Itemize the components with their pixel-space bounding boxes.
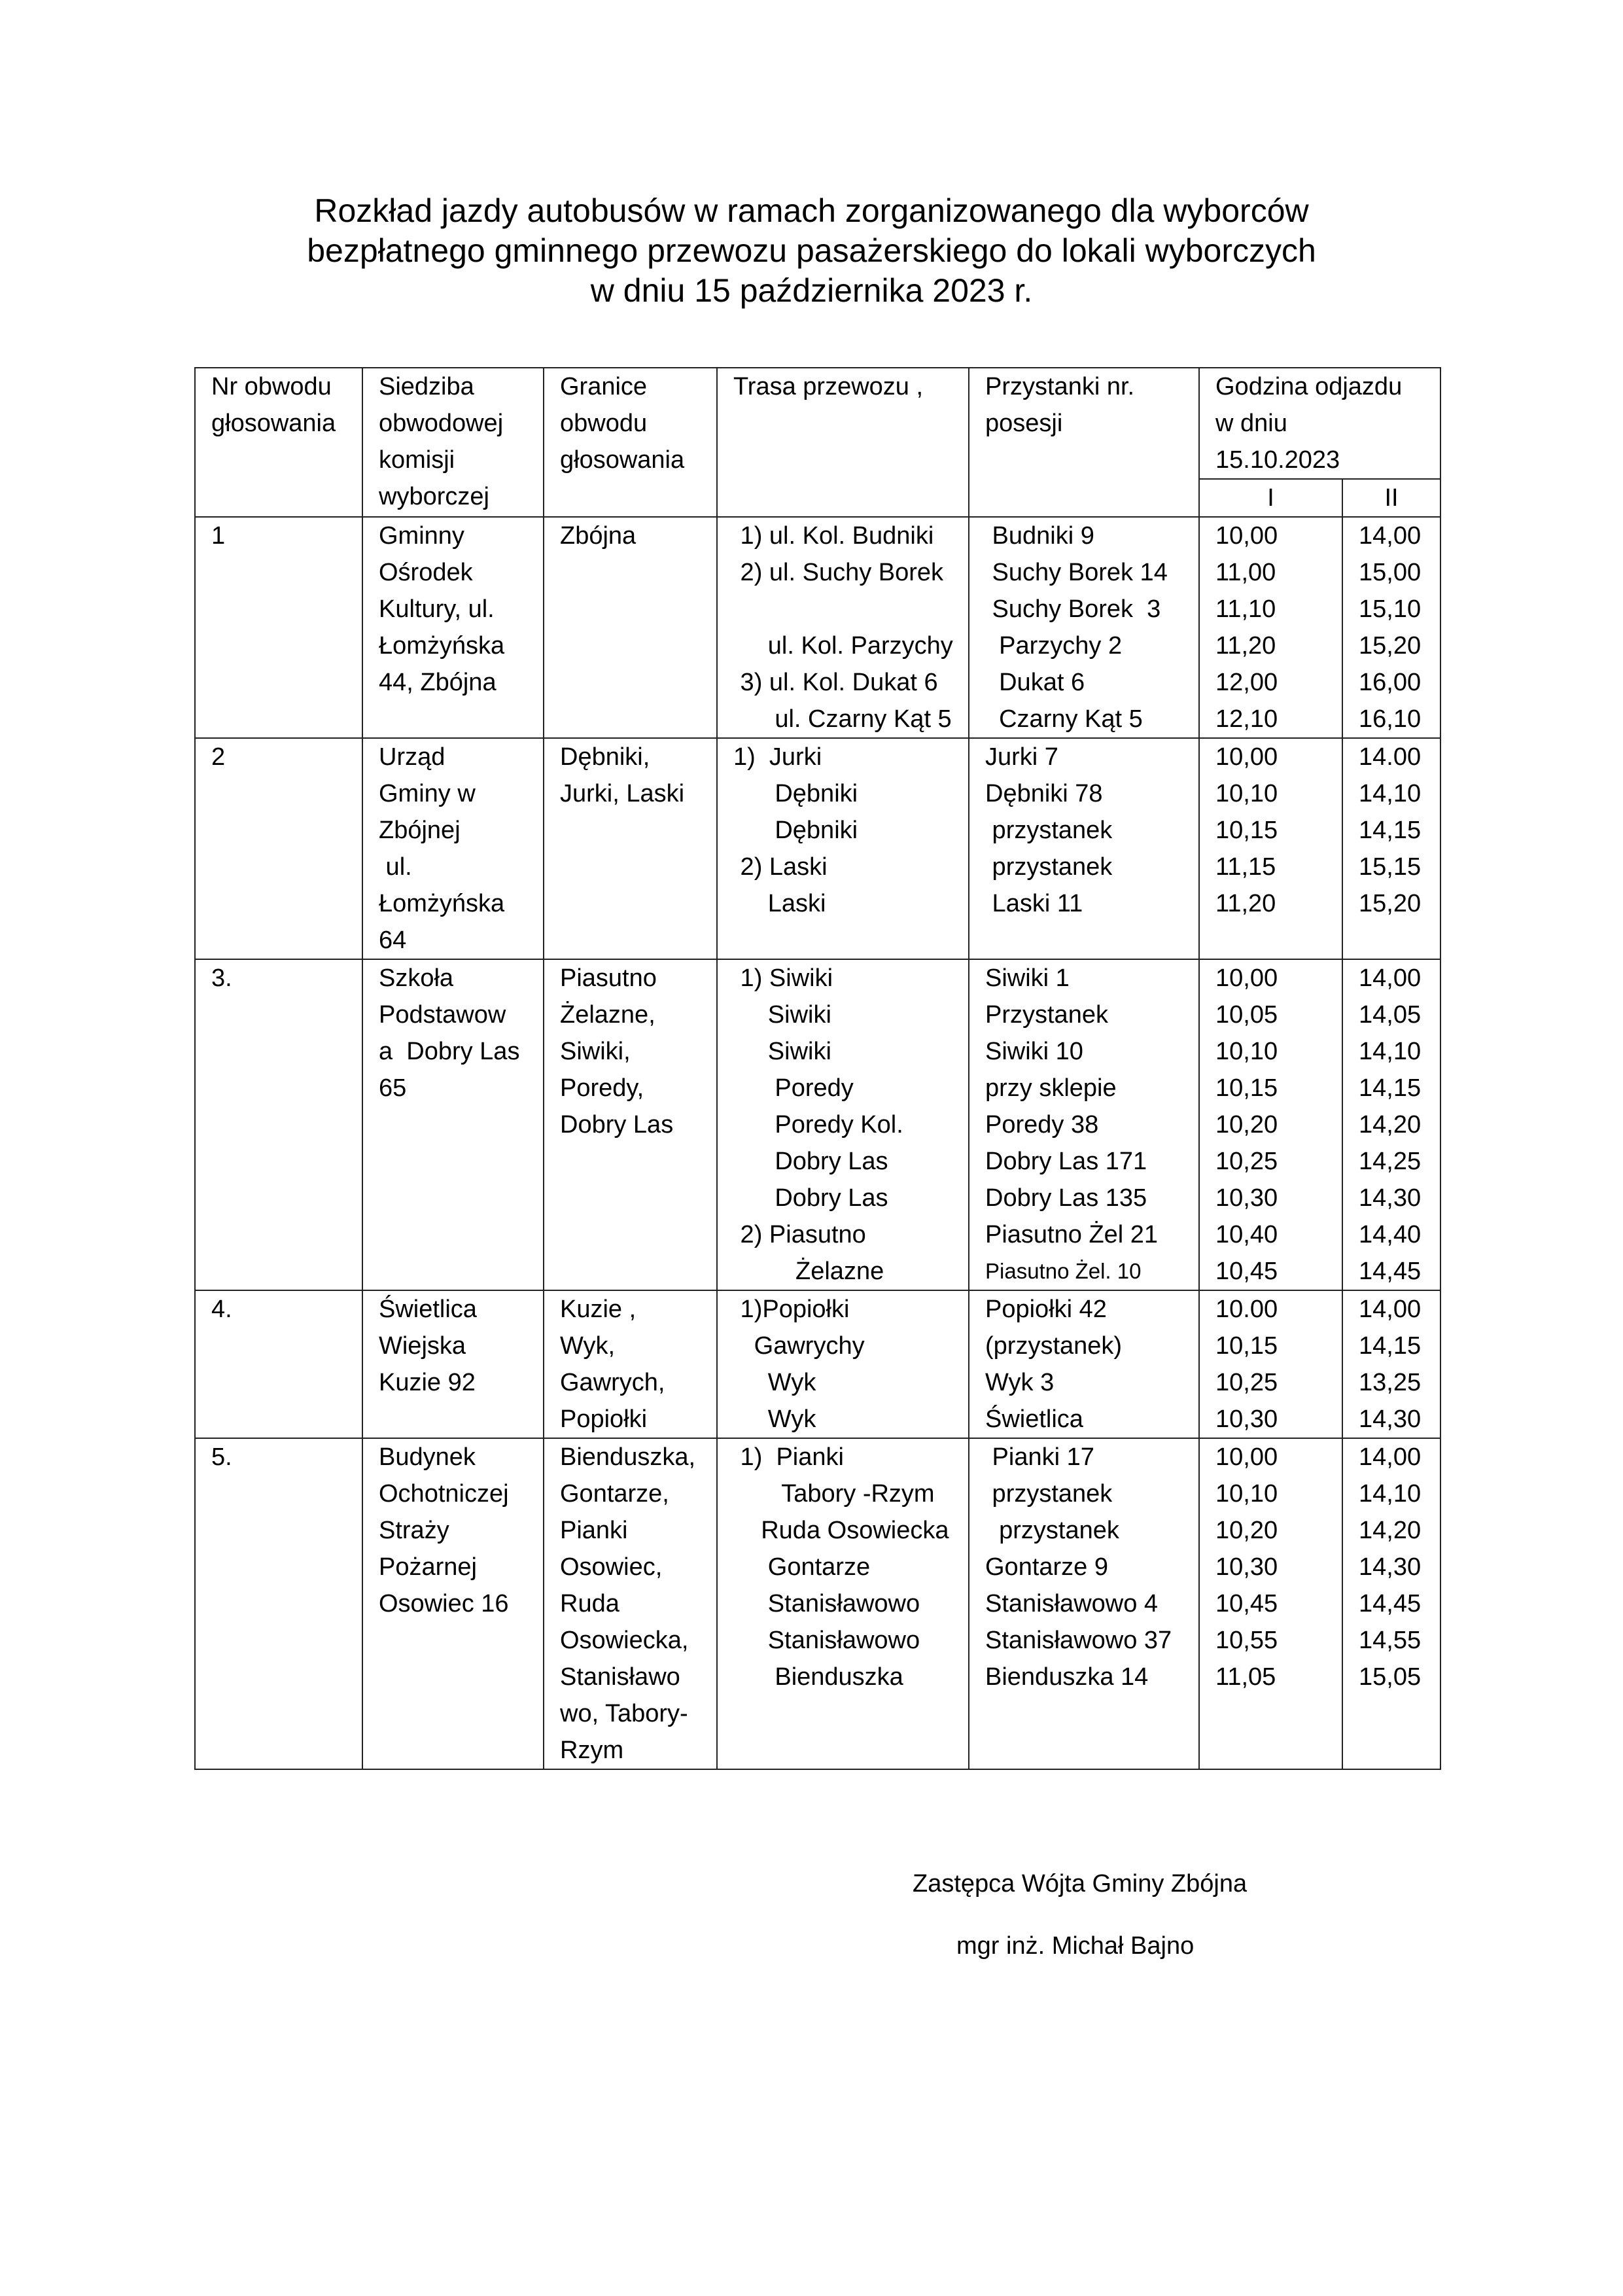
cell-siedziba-line: Gminy w (379, 780, 476, 807)
header-siedziba (362, 368, 544, 517)
header-godzina-line: w dniu (1215, 410, 1287, 437)
cell-i-line: 10,20 (1215, 1517, 1278, 1544)
cell-i-line: 12,00 (1215, 669, 1278, 696)
cell-trasa-line: Ruda Osowiecka (733, 1517, 949, 1544)
cell-i-line: 10,45 (1215, 1258, 1278, 1285)
cell-nr (195, 1290, 362, 1438)
cell-trasa-line: Poredy Kol. (733, 1111, 903, 1139)
cell-trasa-line: Stanisławowo (733, 1627, 920, 1654)
cell-trasa-line: 1) Jurki (733, 743, 822, 771)
cell-nr (195, 517, 362, 738)
header-row (195, 368, 1440, 479)
cell-granice (544, 738, 717, 959)
cell-granice-line: Żelazne, (560, 1001, 655, 1029)
cell-i-line: 11,00 (1215, 559, 1276, 586)
cell-siedziba-line: Osowiec 16 (379, 1590, 509, 1617)
cell-granice-line: Dębniki, (560, 743, 650, 771)
cell-przystanki-line: Przystanek (985, 1001, 1108, 1029)
cell-i-line: 10,30 (1215, 1405, 1278, 1433)
title-line-2: bezpłatnego gminnego przewozu pasażerskiego do lokali wyborczych (307, 232, 1316, 269)
cell-przystanki-line: Świetlica (985, 1405, 1083, 1433)
cell-granice-line: Osowiec, (560, 1553, 663, 1581)
cell-trasa (717, 959, 969, 1290)
cell-nr (195, 959, 362, 1290)
header-przystanki-line: posesji (985, 410, 1063, 437)
cell-ii-line: 14,00 (1359, 522, 1422, 550)
cell-przystanki-line: Dobry Las 135 (985, 1184, 1147, 1212)
cell-trasa-line: Dębniki (733, 780, 858, 807)
cell-przystanki-line: Jurki 7 (985, 743, 1058, 771)
cell-siedziba (362, 738, 544, 959)
cell-trasa-line: 3) ul. Kol. Dukat 6 (733, 669, 938, 696)
cell-granice-line: Gawrych, (560, 1369, 665, 1396)
cell-i (1199, 738, 1342, 959)
table-row (195, 517, 1440, 738)
cell-i-line: 10,30 (1215, 1553, 1278, 1581)
cell-przystanki-line: Wyk 3 (985, 1369, 1055, 1396)
cell-i (1199, 1290, 1342, 1438)
cell-i-line: 10,00 (1215, 1443, 1278, 1471)
cell-i-line: 10,15 (1215, 1074, 1278, 1102)
cell-granice-line: Ruda (560, 1590, 620, 1617)
cell-ii-line: 14,45 (1359, 1590, 1422, 1617)
cell-przystanki-line: Poredy 38 (985, 1111, 1099, 1139)
cell-nr-line: 5. (211, 1443, 232, 1471)
cell-i-line: 11,15 (1215, 853, 1276, 881)
header-nr-line: głosowania (211, 410, 336, 437)
cell-trasa-line: Żelazne (733, 1258, 884, 1285)
cell-przystanki (969, 738, 1199, 959)
cell-ii-line: 14,10 (1359, 780, 1422, 807)
cell-trasa-line: Dobry Las (733, 1148, 888, 1175)
cell-przystanki-line: Stanisławowo 4 (985, 1590, 1159, 1617)
cell-trasa-line: Gawrychy (733, 1332, 865, 1360)
cell-siedziba-line: Ochotniczej (379, 1480, 509, 1508)
cell-nr-line: 1 (211, 522, 226, 550)
cell-i-line: 10,55 (1215, 1627, 1278, 1654)
cell-i-line: 11,10 (1215, 595, 1276, 623)
cell-i-line: 10.00 (1215, 1296, 1278, 1323)
cell-przystanki-line: Czarny Kąt 5 (985, 705, 1143, 733)
cell-i-line: 10,05 (1215, 1001, 1278, 1029)
title-line-1: Rozkład jazdy autobusów w ramach zorganizowanego dla wyborców (314, 192, 1309, 229)
schedule-table (194, 367, 1441, 1770)
cell-siedziba (362, 1438, 544, 1769)
cell-i-line: 10,10 (1215, 1480, 1278, 1508)
cell-przystanki-line: przystanek (985, 1517, 1119, 1544)
header-granice-line: Granice (560, 373, 648, 400)
cell-trasa-line: Siwiki (733, 1038, 831, 1065)
cell-siedziba-line: 64 (379, 927, 407, 954)
cell-siedziba-line: Łomżyńska (379, 632, 505, 660)
table-row (195, 959, 1440, 1290)
cell-przystanki-line: Parzychy 2 (985, 632, 1123, 660)
cell-ii (1342, 738, 1440, 959)
cell-granice (544, 1290, 717, 1438)
cell-trasa-line: Siwiki (733, 1001, 831, 1029)
cell-siedziba-line: Budynek (379, 1443, 476, 1471)
cell-granice-line: Dobry Las (560, 1111, 674, 1139)
header-trasa (717, 368, 969, 517)
cell-i-line: 11,20 (1215, 632, 1276, 660)
header-godzina (1199, 368, 1440, 479)
cell-przystanki-line: Siwiki 10 (985, 1038, 1083, 1065)
cell-ii-line: 14,00 (1359, 964, 1422, 992)
cell-przystanki-line: Dębniki 78 (985, 780, 1103, 807)
cell-granice-line: Kuzie , (560, 1296, 637, 1323)
header-godzina-line: 15.10.2023 (1215, 446, 1340, 474)
cell-i-line: 10,15 (1215, 817, 1278, 844)
cell-granice-line: Stanisławo (560, 1663, 680, 1691)
cell-siedziba-line: Kultury, ul. (379, 595, 495, 623)
cell-trasa-line: Dębniki (733, 817, 858, 844)
cell-siedziba-line: Gminny (379, 522, 464, 550)
cell-ii-line: 14,30 (1359, 1184, 1422, 1212)
cell-trasa-line: Gontarze (733, 1553, 871, 1581)
cell-ii-line: 15,00 (1359, 559, 1422, 586)
cell-i-line: 12,10 (1215, 705, 1278, 733)
title-line-3: w dniu 15 października 2023 r. (590, 272, 1033, 309)
cell-i (1199, 959, 1342, 1290)
cell-i-line: 10,00 (1215, 522, 1278, 550)
cell-i-line: 10,40 (1215, 1221, 1278, 1248)
cell-przystanki-line: Suchy Borek 3 (985, 595, 1161, 623)
cell-nr-line: 4. (211, 1296, 232, 1323)
cell-przystanki (969, 517, 1199, 738)
cell-trasa-line: Tabory -Rzym (733, 1480, 935, 1508)
table-row (195, 1290, 1440, 1438)
header-col-i: I (1199, 479, 1342, 517)
cell-ii-line: 14,10 (1359, 1480, 1422, 1508)
cell-i-line: 10,45 (1215, 1590, 1278, 1617)
cell-siedziba-line: Łomżyńska (379, 890, 505, 917)
cell-ii-line: 16,10 (1359, 705, 1422, 733)
cell-i-line: 10,15 (1215, 1332, 1278, 1360)
cell-siedziba-line: Świetlica (379, 1296, 477, 1323)
cell-siedziba-line: Ośrodek (379, 559, 473, 586)
cell-i (1199, 517, 1342, 738)
cell-ii-line: 14,30 (1359, 1553, 1422, 1581)
cell-trasa (717, 738, 969, 959)
cell-ii (1342, 1438, 1440, 1769)
cell-przystanki-line: Piasutno Żel 21 (985, 1221, 1159, 1248)
cell-przystanki-line: Popiołki 42 (985, 1296, 1107, 1323)
cell-przystanki-line: Stanisławowo 37 (985, 1627, 1172, 1654)
cell-i-line: 10,00 (1215, 964, 1278, 992)
cell-trasa (717, 1290, 969, 1438)
cell-przystanki-line: Siwiki 1 (985, 964, 1070, 992)
header-godzina-line: Godzina odjazdu (1215, 373, 1403, 400)
cell-granice-line: wo, Tabory- (560, 1700, 688, 1727)
cell-ii-line: 14,00 (1359, 1296, 1422, 1323)
cell-granice-line: Pianki (560, 1517, 628, 1544)
cell-ii-line: 15,20 (1359, 632, 1422, 660)
cell-trasa-line: Dobry Las (733, 1184, 888, 1212)
cell-przystanki-line: przystanek (985, 1480, 1113, 1508)
cell-i-line: 10,10 (1215, 780, 1278, 807)
header-siedziba-line: obwodowej (379, 410, 504, 437)
cell-siedziba-line: Wiejska (379, 1332, 466, 1360)
cell-granice (544, 959, 717, 1290)
cell-przystanki-line: Bienduszka 14 (985, 1663, 1149, 1691)
cell-ii-line: 15,10 (1359, 595, 1422, 623)
cell-trasa-line: 2) ul. Suchy Borek (733, 559, 944, 586)
cell-siedziba-line: Straży (379, 1517, 449, 1544)
cell-siedziba-line: Pożarnej (379, 1553, 477, 1581)
cell-ii-line: 14,05 (1359, 1001, 1422, 1029)
header-przystanki (969, 368, 1199, 517)
cell-siedziba-line: 44, Zbójna (379, 669, 497, 696)
cell-ii (1342, 1290, 1440, 1438)
cell-nr-line: 3. (211, 964, 232, 992)
cell-ii-line: 14,20 (1359, 1111, 1422, 1139)
cell-granice-line: Popiołki (560, 1405, 648, 1433)
cell-trasa-line: 1) ul. Kol. Budniki (733, 522, 934, 550)
cell-granice-line: Osowiecka, (560, 1627, 689, 1654)
cell-siedziba-line: 65 (379, 1074, 407, 1102)
cell-przystanki (969, 1438, 1199, 1769)
cell-nr-line: 2 (211, 743, 226, 771)
cell-granice-line: Jurki, Laski (560, 780, 685, 807)
cell-trasa-line: Laski (733, 890, 826, 917)
cell-ii-line: 14,25 (1359, 1148, 1422, 1175)
cell-ii-line: 14,30 (1359, 1405, 1422, 1433)
cell-siedziba-line: Zbójnej (379, 817, 461, 844)
cell-i-line: 10,30 (1215, 1184, 1278, 1212)
cell-przystanki-line: Dukat 6 (985, 669, 1085, 696)
cell-ii-line: 14.00 (1359, 743, 1422, 771)
cell-ii-line: 15,05 (1359, 1663, 1422, 1691)
cell-siedziba-line: a Dobry Las (379, 1038, 520, 1065)
table-row (195, 738, 1440, 959)
cell-przystanki-line: (przystanek) (985, 1332, 1123, 1360)
cell-przystanki-line: Budniki 9 (985, 522, 1094, 550)
cell-granice-line: Piasutno (560, 964, 657, 992)
cell-trasa-line: Wyk (733, 1369, 816, 1396)
cell-przystanki-line: przy sklepie (985, 1074, 1117, 1102)
cell-nr (195, 738, 362, 959)
table-row (195, 1438, 1440, 1769)
cell-przystanki-line: Laski 11 (985, 890, 1083, 917)
cell-siedziba-line: ul. (379, 853, 412, 881)
cell-ii-line: 14,15 (1359, 817, 1422, 844)
cell-ii-line: 16,00 (1359, 669, 1422, 696)
cell-siedziba-line: Podstawow (379, 1001, 506, 1029)
cell-siedziba-line: Szkoła (379, 964, 454, 992)
header-granice (544, 368, 717, 517)
schedule-body (195, 517, 1440, 1769)
header-nr-line: Nr obwodu (211, 373, 332, 400)
cell-ii-line: 14,15 (1359, 1332, 1422, 1360)
cell-przystanki-line: Pianki 17 (985, 1443, 1094, 1471)
cell-trasa-line: 2) Piasutno (733, 1221, 866, 1248)
cell-granice-line: Poredy, (560, 1074, 644, 1102)
cell-przystanki-line: Dobry Las 171 (985, 1148, 1147, 1175)
cell-i (1199, 1438, 1342, 1769)
cell-granice-line: Gontarze, (560, 1480, 669, 1508)
header-przystanki-line: Przystanki nr. (985, 373, 1135, 400)
cell-granice-line: Zbójna (560, 522, 637, 550)
cell-przystanki-line: przystanek (985, 853, 1113, 881)
header-siedziba-line: Siedziba (379, 373, 474, 400)
signature-name: mgr inż. Michał Bajno (956, 1932, 1195, 1960)
cell-siedziba-line: Kuzie 92 (379, 1369, 476, 1396)
cell-trasa-line: Stanisławowo (733, 1590, 920, 1617)
cell-ii-line: 14,20 (1359, 1517, 1422, 1544)
cell-trasa-line (733, 591, 968, 627)
cell-trasa-line: ul. Czarny Kąt 5 (733, 705, 952, 733)
cell-przystanki-line: Gontarze 9 (985, 1553, 1108, 1581)
header-siedziba-line: wyborczej (379, 483, 489, 510)
cell-i-line: 10,10 (1215, 1038, 1278, 1065)
cell-trasa-line: 2) Laski (733, 853, 828, 881)
cell-trasa-line: 1) Siwiki (733, 964, 833, 992)
cell-ii-line: 14,15 (1359, 1074, 1422, 1102)
header-granice-line: obwodu (560, 410, 648, 437)
cell-przystanki (969, 959, 1199, 1290)
header-nr (195, 368, 362, 517)
cell-i-line: 10,20 (1215, 1111, 1278, 1139)
cell-i-line: 10,00 (1215, 743, 1278, 771)
cell-i-line: 11,20 (1215, 890, 1276, 917)
header-trasa-line: Trasa przewozu , (733, 373, 924, 400)
cell-granice-line: Rzym (560, 1737, 624, 1764)
cell-trasa-line: Bienduszka (733, 1663, 903, 1691)
cell-siedziba (362, 517, 544, 738)
header-col-ii: II (1342, 479, 1440, 517)
cell-trasa-line: Wyk (733, 1405, 816, 1433)
cell-trasa (717, 517, 969, 738)
cell-ii-line: 15,20 (1359, 890, 1422, 917)
signature-role: Zastępca Wójta Gminy Zbójna (913, 1870, 1248, 1898)
header-siedziba-line: komisji (379, 446, 455, 474)
cell-ii-line: 14,40 (1359, 1221, 1422, 1248)
cell-trasa-line: 1) Pianki (733, 1443, 844, 1471)
cell-przystanki-line: przystanek (985, 817, 1113, 844)
cell-i-line: 10,25 (1215, 1369, 1278, 1396)
cell-ii-line: 14,10 (1359, 1038, 1422, 1065)
cell-ii (1342, 959, 1440, 1290)
cell-przystanki-line: Piasutno Żel. 10 (985, 1259, 1142, 1283)
cell-granice (544, 517, 717, 738)
cell-granice-line: Bienduszka, (560, 1443, 696, 1471)
cell-nr (195, 1438, 362, 1769)
cell-trasa-line: 1)Popiołki (733, 1296, 850, 1323)
cell-ii-line: 13,25 (1359, 1369, 1422, 1396)
cell-trasa (717, 1438, 969, 1769)
cell-przystanki-line: Suchy Borek 14 (985, 559, 1168, 586)
cell-ii-line: 14,00 (1359, 1443, 1422, 1471)
cell-siedziba-line: Urząd (379, 743, 445, 771)
cell-ii (1342, 517, 1440, 738)
cell-i-line: 11,05 (1215, 1663, 1276, 1691)
cell-granice (544, 1438, 717, 1769)
cell-granice-line: Wyk, (560, 1332, 616, 1360)
cell-ii-line: 14,55 (1359, 1627, 1422, 1654)
cell-granice-line: Siwiki, (560, 1038, 631, 1065)
cell-trasa-line: ul. Kol. Parzychy (733, 632, 953, 660)
cell-ii-line: 15,15 (1359, 853, 1422, 881)
cell-trasa-line: Poredy (733, 1074, 854, 1102)
header-granice-line: głosowania (560, 446, 685, 474)
cell-ii-line: 14,45 (1359, 1258, 1422, 1285)
cell-przystanki (969, 1290, 1199, 1438)
page-title (0, 191, 1623, 311)
cell-i-line: 10,25 (1215, 1148, 1278, 1175)
cell-siedziba (362, 959, 544, 1290)
cell-siedziba (362, 1290, 544, 1438)
